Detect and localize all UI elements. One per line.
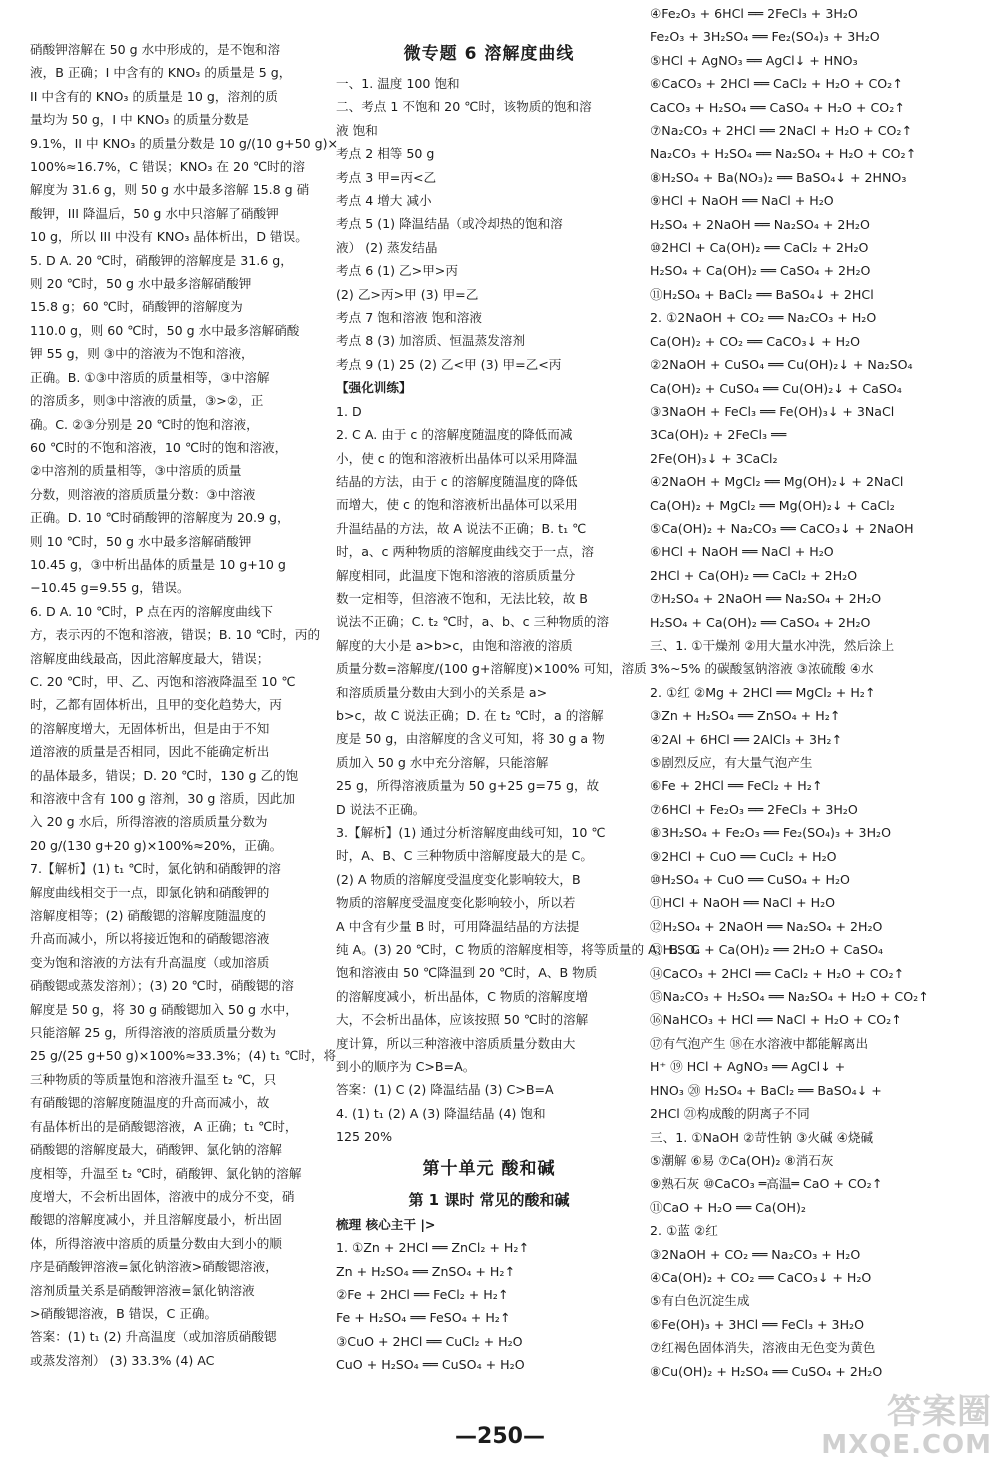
text-line: ⑩H₂SO₄ + CuO ══ CuSO₄ + H₂O: [650, 872, 850, 888]
text-line: 道溶液的质量是否相同，因此不能确定析出: [30, 744, 270, 760]
topic-answers: [336, 72, 642, 376]
text-line: 一、1. 温度 100 饱和: [336, 76, 460, 91]
text-line: 考点 5 (1) 降温结晶（或冷却热的饱和溶: [336, 216, 563, 232]
text-line: ②中溶剂的质量相等，③中溶质的质量: [30, 463, 242, 479]
text-line: 10.45 g，③中析出晶体的质量是 10 g+10 g: [30, 556, 286, 572]
text-line: ⑤Ca(OH)₂ + Na₂CO₃ ══ CaCO₃↓ + 2NaOH: [650, 520, 914, 536]
text-line: 3Ca(OH)₂ + 2FeCl₃ ══: [650, 427, 787, 443]
text-line: ④Fe₂O₃ + 6HCl ══ 2FeCl₃ + 3H₂O: [650, 6, 858, 21]
text-line: 度计算，所以三种溶液中溶质质量分数由大: [336, 1035, 576, 1051]
text-line: 液 饱和: [336, 122, 378, 138]
text-line: 入 20 g 水后，所得溶液的溶质质量分数为: [30, 814, 268, 830]
left-column: [30, 38, 339, 1372]
text-line: 硝酸锶的溶解度最大，硝酸钾、氯化钠的溶解: [30, 1142, 282, 1158]
text-line: 时，A、B、C 三种物质中溶解度最大的是 C。: [336, 848, 593, 864]
text-line: 液，B 正确；I 中含有的 KNO₃ 的质量是 5 g，: [30, 65, 292, 81]
text-line: 和溶液中含有 100 g 溶剂，30 g 溶质，因此加: [30, 791, 295, 806]
text-line: 考点 8 (3) 加溶质、恒温蒸发溶剂: [336, 333, 525, 349]
text-line: 溶解度相等；(2) 硝酸锶的溶解度随温度的: [30, 908, 266, 924]
text-line: ⑰有气泡产生 ⑱在水溶液中都能解离出: [650, 1035, 869, 1051]
text-line: 2. ①红 ②Mg + 2HCl ══ MgCl₂ + H₂↑: [650, 684, 876, 700]
text-line: 质量分数=溶解度/(100 g+溶解度)×100% 可知，溶质: [336, 661, 647, 677]
text-line: 2Fe(OH)₃↓ + 3CaCl₂: [650, 450, 778, 466]
text-line: ⑥Fe + 2HCl ══ FeCl₂ + H₂↑: [650, 778, 823, 794]
text-line: 的晶体最多，错误；D. 20 ℃时，130 g 乙的饱: [30, 767, 299, 783]
text-line: CuO + H₂SO₄ ══ CuSO₄ + H₂O: [336, 1357, 525, 1373]
text-line: ⑧H₂SO₄ + Ba(NO₃)₂ ══ BaSO₄↓ + 2HNO₃: [650, 169, 907, 185]
text-line: 20 g/(130 g+20 g)×100%≈20%，正确。: [30, 837, 283, 853]
text-line: 解度曲线相交于一点，即氯化钠和硝酸钾的: [30, 884, 270, 900]
text-line: ⑫H₂SO₄ + 2NaOH ══ Na₂SO₄ + 2H₂O: [650, 918, 883, 934]
text-line: 则 20 ℃时，50 g 水中最多溶解硝酸钾: [30, 276, 252, 292]
text-line: 硝酸锶或蒸发溶剂）；(3) 20 ℃时，硝酸锶的溶: [30, 978, 294, 994]
text-line: ⑥CaCO₃ + 2HCl ══ CaCl₂ + H₂O + CO₂↑: [650, 76, 903, 92]
text-line: ⑨2HCl + CuO ══ CuCl₂ + H₂O: [650, 848, 837, 864]
text-line: 考点 3 甲=丙<乙: [336, 169, 437, 185]
text-line: 15.8 g；60 ℃时，硝酸钾的溶解度为: [30, 299, 243, 315]
text-line: 三种物质的等质量饱和溶液升温至 t₂ ℃，只: [30, 1071, 277, 1087]
text-line: ④2NaOH + MgCl₂ ══ Mg(OH)₂↓ + 2NaCl: [650, 474, 904, 490]
text-line: ⑦红褐色固体消失，溶液由无色变为黄色: [650, 1340, 876, 1356]
text-line: Fe₂O₃ + 3H₂SO₄ ══ Fe₂(SO₄)₃ + 3H₂O: [650, 29, 880, 45]
text-line: (2) 乙>丙>甲 (3) 甲=乙: [336, 286, 479, 302]
text-line: 到小的顺序为 C>B=A。: [336, 1059, 476, 1075]
text-line: 答案：(1) C (2) 降温结晶 (3) C>B=A: [336, 1082, 554, 1098]
text-line: 酸锶的溶解度减小，并且溶解度最小，析出固: [30, 1212, 282, 1228]
text-line: 时，a、c 两种物质的溶解度曲线交于一点，溶: [336, 544, 594, 560]
text-line: 数一定相等，但溶液不饱和，无法比较，故 B: [336, 590, 588, 606]
text-line: 和溶质质量分数由大到小的关系是 a>: [336, 684, 548, 700]
text-line: 考点 7 饱和溶液 饱和溶液: [336, 310, 482, 326]
text-line: 25 g/(25 g+50 g)×100%≈33.3%；(4) t₁ ℃时，将: [30, 1048, 337, 1064]
text-line: 溶解度曲线最高，因此溶解度最大，错误；: [30, 650, 270, 666]
text-line: 考点 2 相等 50 g: [336, 146, 435, 162]
section-label: 梳理 核心主干 |>: [336, 1216, 436, 1232]
text-line: 小，使 c 的饱和溶液析出晶体可以采用降温: [336, 450, 578, 466]
text-line: H₂SO₄ + Ca(OH)₂ ══ CaSO₄ + 2H₂O: [650, 263, 871, 279]
text-line: 考点 6 (1) 乙>甲>丙: [336, 263, 458, 279]
text-line: −10.45 g=9.55 g，错误。: [30, 580, 190, 596]
text-line: HNO₃ ⑳ H₂SO₄ + BaCl₂ ══ BaSO₄↓ +: [650, 1082, 882, 1098]
text-line: 二、考点 1 不饱和 20 ℃时，该物质的饱和溶: [336, 99, 592, 115]
text-line: 2HCl + Ca(OH)₂ ══ CaCl₂ + 2H₂O: [650, 567, 858, 583]
text-line: 1. D: [336, 403, 362, 419]
text-line: ⑭CaCO₃ + 2HCl ══ CaCl₂ + H₂O + CO₂↑: [650, 965, 905, 981]
text-line: 度增大，不会析出固体，溶液中的成分不变，硝: [30, 1188, 295, 1204]
text-line: 结晶的方法，由于 c 的溶解度随温度的降低: [336, 473, 578, 489]
text-line: Ca(OH)₂ + CuSO₄ ══ Cu(OH)₂↓ + CaSO₄: [650, 380, 902, 396]
text-line: 溶剂质量关系是硝酸钾溶液=氯化钠溶液: [30, 1282, 255, 1298]
text-line: ⑥Fe(OH)₃ + 3HCl ══ FeCl₃ + 3H₂O: [650, 1316, 865, 1332]
text-line: 4. (1) t₁ (2) A (3) 降温结晶 (4) 饱和: [336, 1105, 546, 1121]
text-line: 分数，则溶液的溶质质量分数：③中溶液: [30, 486, 256, 502]
text-line: Ca(OH)₂ + MgCl₂ ══ Mg(OH)₂↓ + CaCl₂: [650, 497, 895, 513]
page-number: —250—: [455, 1424, 545, 1449]
text-line: 大，不会析出晶体，应该按照 50 ℃时的溶解: [336, 1012, 589, 1028]
text-line: CaCO₃ + H₂SO₄ ══ CaSO₄ + H₂O + CO₂↑: [650, 99, 905, 115]
text-line: Zn + H₂SO₄ ══ ZnSO₄ + H₂↑: [336, 1263, 516, 1279]
text-line: Na₂CO₃ + H₂SO₄ ══ Na₂SO₄ + H₂O + CO₂↑: [650, 146, 917, 162]
text-line: 量均为 50 g，I 中 KNO₃ 的质量分数是: [30, 112, 249, 128]
right-column: [650, 2, 980, 1383]
text-line: 有硝酸锶的溶解度随温度的升高而减小，故: [30, 1095, 270, 1111]
watermark-text: 答案圈: [887, 1392, 992, 1432]
text-line: ③3NaOH + FeCl₃ ══ Fe(OH)₃↓ + 3NaCl: [650, 403, 895, 419]
text-line: 说法不正确；C. t₂ ℃时，a、b、c 三种物质的溶: [336, 614, 610, 630]
text-line: 或蒸发溶剂） (3) 33.3% (4) AC: [30, 1352, 215, 1368]
text-line: 解度的大小是 a>b>c，由饱和溶液的溶质: [336, 637, 573, 653]
text-line: H⁺ ⑲ HCl + AgNO₃ ══ AgCl↓ +: [650, 1059, 846, 1075]
text-line: 度是 50 g，由溶解度的含义可知，将 30 g a 物: [336, 731, 605, 747]
text-line: 60 ℃时的不饱和溶液，10 ℃时的饱和溶液，: [30, 439, 288, 455]
text-line: 正确。D. 10 ℃时硝酸钾的溶解度为 20.9 g，: [30, 510, 290, 526]
text-line: 时，乙都有固体析出，且甲的变化趋势大，丙: [30, 697, 282, 713]
text-line: ⑧Cu(OH)₂ + H₂SO₄ ══ CuSO₄ + 2H₂O: [650, 1363, 883, 1379]
text-line: D 说法不正确。: [336, 801, 426, 817]
text-line: ②Fe + 2HCl ══ FeCl₂ + H₂↑: [336, 1286, 509, 1302]
text-line: ⑨HCl + NaOH ══ NaCl + H₂O: [650, 193, 834, 209]
text-line: ⑬H₂SO₄ + Ca(OH)₂ ══ 2H₂O + CaSO₄: [650, 942, 884, 958]
text-line: ③CuO + 2HCl ══ CuCl₂ + H₂O: [336, 1333, 523, 1349]
text-line: ⑦6HCl + Fe₂O₃ ══ 2FeCl₃ + 3H₂O: [650, 801, 858, 817]
text-line: 5. D A. 20 ℃时，硝酸钾的溶解度是 31.6 g，: [30, 252, 293, 268]
text-line: ⑧3H₂SO₄ + Fe₂O₃ ══ Fe₂(SO₄)₃ + 3H₂O: [650, 825, 892, 841]
text-line: ⑤剧烈反应，有大量气泡产生: [650, 755, 813, 770]
text-line: 9.1%，II 中 KNO₃ 的质量分数是 10 g/(10 g+50 g)×: [30, 135, 339, 151]
lesson-answers: [336, 1236, 642, 1376]
watermark: [821, 1392, 992, 1461]
text-line: 有晶体析出的是硝酸锶溶液，A 正确；t₁ ℃时，: [30, 1118, 298, 1134]
text-line: ⑨熟石灰 ⑩CaCO₃ ═高温═ CaO + CO₂↑: [650, 1176, 883, 1192]
text-line: 而增大，使 c 的饱和溶液析出晶体可以采用: [336, 497, 578, 513]
text-line: ⑪CaO + H₂O ══ Ca(OH)₂: [650, 1199, 806, 1215]
text-line: 2. C A. 由于 c 的溶解度随温度的降低而减: [336, 427, 573, 443]
text-line: 1. ①Zn + 2HCl ══ ZnCl₂ + H₂↑: [336, 1240, 530, 1256]
text-line: ③Zn + H₂SO₄ ══ ZnSO₄ + H₂↑: [650, 708, 841, 724]
text-line: ⑥HCl + NaOH ══ NaCl + H₂O: [650, 544, 834, 560]
text-line: II 中含有的 KNO₃ 的质量是 10 g，溶剂的质: [30, 88, 278, 104]
text-line: 升温结晶的方法，故 A 说法不正确；B. t₁ ℃: [336, 520, 587, 536]
text-line: ⑪HCl + NaOH ══ NaCl + H₂O: [650, 895, 836, 911]
text-line: 25 g，所得溶液质量为 50 g+25 g=75 g，故: [336, 778, 600, 794]
text-line: 变为饱和溶液的方法有升高温度（或加溶质: [30, 954, 270, 970]
topic-title: 微专题 6 溶解度曲线: [403, 44, 575, 64]
text-line: 的溶解度增大，无固体析出，但是由于不知: [30, 720, 270, 736]
text-line: ⑤潮解 ⑥易 ⑦Ca(OH)₂ ⑧消石灰: [650, 1152, 834, 1168]
text-line: 解度为 31.6 g，则 50 g 水中最多溶解 15.8 g 硝: [30, 182, 310, 198]
text-line: 三、1. ①干燥剂 ②用大量水冲洗，然后涂上: [650, 637, 895, 653]
text-line: 纯 A。(3) 20 ℃时，C 物质的溶解度相等，将等质量的 A、B、C: [336, 942, 700, 958]
text-line: 物质的溶解度受温度变化影响较小，所以若: [336, 895, 576, 911]
text-line: ⑤有白色沉淀生成: [650, 1293, 750, 1309]
text-line: (2) A 物质的溶解度受温度变化影响较大，B: [336, 871, 581, 887]
text-line: 125 20%: [336, 1129, 393, 1145]
text-line: ⑤HCl + AgNO₃ ══ AgCl↓ + HNO₃: [650, 52, 858, 68]
text-line: ④2Al + 6HCl ══ 2AlCl₃ + 3H₂↑: [650, 731, 843, 747]
text-line: ⑪H₂SO₄ + BaCl₂ ══ BaSO₄↓ + 2HCl: [650, 286, 874, 302]
text-line: 饱和溶液由 50 ℃降温到 20 ℃时，A、B 物质: [336, 965, 598, 981]
text-line: b>c，故 C 说法正确；D. 在 t₂ ℃时，a 的溶解: [336, 707, 604, 723]
text-line: 2. ①蓝 ②红: [650, 1223, 718, 1239]
text-line: ⑦H₂SO₄ + 2NaOH ══ Na₂SO₄ + 2H₂O: [650, 591, 882, 607]
text-line: 解度是 50 g，将 30 g 硝酸锶加入 50 g 水中，: [30, 1001, 298, 1017]
text-line: H₂SO₄ + Ca(OH)₂ ══ CaSO₄ + 2H₂O: [650, 614, 871, 630]
text-line: C. 20 ℃时，甲、乙、丙饱和溶液降温至 10 ℃: [30, 673, 296, 689]
text-line: >硝酸锶溶液，B 错误，C 正确。: [30, 1305, 218, 1321]
text-line: 6. D A. 10 ℃时，P 点在丙的溶解度曲线下: [30, 603, 274, 619]
text-line: 7.【解析】(1) t₁ ℃时，氯化钠和硝酸钾的溶: [30, 861, 281, 877]
text-line: ⑦Na₂CO₃ + 2HCl ══ 2NaCl + H₂O + CO₂↑: [650, 123, 913, 139]
text-line: 钾 55 g，则 ③中的溶液为不饱和溶液，: [30, 346, 254, 362]
watermark-url: MXQE.COM: [821, 1430, 992, 1460]
text-line: 正确。B. ①③中溶质的质量相等，③中溶解: [30, 369, 270, 385]
text-line: 3%~5% 的碳酸氢钠溶液 ③浓硫酸 ④水: [650, 661, 874, 677]
text-line: 2HCl ㉑构成酸的阴离子不同: [650, 1106, 810, 1122]
text-line: 质加入 50 g 水中充分溶解，只能溶解: [336, 754, 549, 770]
text-line: ④Ca(OH)₂ + CO₂ ══ CaCO₃↓ + H₂O: [650, 1269, 872, 1285]
text-line: ⑩2HCl + Ca(OH)₂ ══ CaCl₂ + 2H₂O: [650, 240, 869, 256]
unit-title: 第十单元 酸和碱: [422, 1158, 556, 1179]
text-line: ③2NaOH + CO₂ ══ Na₂CO₃ + H₂O: [650, 1246, 861, 1262]
text-line: 体，所得溶液中溶质的质量分数由大到小的顺: [30, 1235, 282, 1251]
text-line: 解度相同，此温度下饱和溶液的溶质质量分: [336, 567, 576, 583]
text-line: 考点 4 增大 减小: [336, 193, 432, 209]
practice-header: 【强化训练】: [336, 380, 412, 396]
text-line: 液） (2) 蒸发结晶: [336, 239, 438, 255]
text-line: 只能溶解 25 g，所得溶液的溶质质量分数为: [30, 1025, 277, 1041]
text-line: 答案：(1) t₁ (2) 升高温度（或加溶质硝酸锶: [30, 1329, 277, 1345]
text-line: Ca(OH)₂ + CO₂ ══ CaCO₃↓ + H₂O: [650, 333, 861, 349]
text-line: ⑮Na₂CO₃ + H₂SO₄ ══ Na₂SO₄ + H₂O + CO₂↑: [650, 989, 929, 1005]
practice-answers: [336, 400, 700, 1149]
text-line: H₂SO₄ + 2NaOH ══ Na₂SO₄ + 2H₂O: [650, 216, 870, 232]
text-line: 升高而减小，所以将接近饱和的硝酸锶溶液: [30, 931, 270, 947]
text-line: 110.0 g，则 60 ℃时，50 g 水中最多溶解硝酸: [30, 322, 300, 338]
lesson-title: 第 1 课时 常见的酸和碱: [408, 1190, 570, 1209]
text-line: 则 10 ℃时，50 g 水中最多溶解硝酸钾: [30, 533, 252, 549]
text-line: ②2NaOH + CuSO₄ ══ Cu(OH)₂↓ + Na₂SO₄: [650, 357, 913, 373]
text-line: 10 g，所以 III 中没有 KNO₃ 晶体析出，D 错误。: [30, 229, 308, 245]
text-line: 度相等，升温至 t₂ ℃时，硝酸钾、氯化钠的溶解: [30, 1165, 302, 1181]
text-line: 确。C. ②③分别是 20 ℃时的饱和溶液，: [30, 416, 259, 432]
text-line: ⑯NaHCO₃ + HCl ══ NaCl + H₂O + CO₂↑: [650, 1012, 902, 1028]
text-line: 的溶质多，则③中溶液的质量，③>②，正: [30, 393, 264, 409]
text-line: 序是硝酸钾溶液=氯化钠溶液>硝酸锶溶液，: [30, 1259, 278, 1275]
text-line: A 中含有少量 B 时，可用降温结晶的方法提: [336, 918, 580, 934]
text-line: 三、1. ①NaOH ②苛性钠 ③火碱 ④烧碱: [650, 1129, 874, 1145]
text-line: 100%≈16.7%，C 错误；KNO₃ 在 20 ℃时的溶: [30, 159, 305, 175]
text-line: 2. ①2NaOH + CO₂ ══ Na₂CO₃ + H₂O: [650, 310, 877, 326]
text-line: 的溶解度减小，析出晶体，C 物质的溶解度增: [336, 988, 589, 1004]
text-line: 考点 9 (1) 25 (2) 乙<甲 (3) 甲=乙<丙: [336, 356, 562, 372]
text-line: Fe + H₂SO₄ ══ FeSO₄ + H₂↑: [336, 1310, 511, 1326]
text-line: 3.【解析】(1) 通过分析溶解度曲线可知，10 ℃: [336, 825, 606, 840]
text-line: 方，表示丙的不饱和溶液，错误；B. 10 ℃时，丙的: [30, 627, 321, 643]
text-line: 硝酸钾溶解在 50 g 水中形成的，是不饱和溶: [30, 42, 281, 57]
text-line: 酸钾，III 降温后，50 g 水中只溶解了硝酸钾: [30, 205, 279, 221]
